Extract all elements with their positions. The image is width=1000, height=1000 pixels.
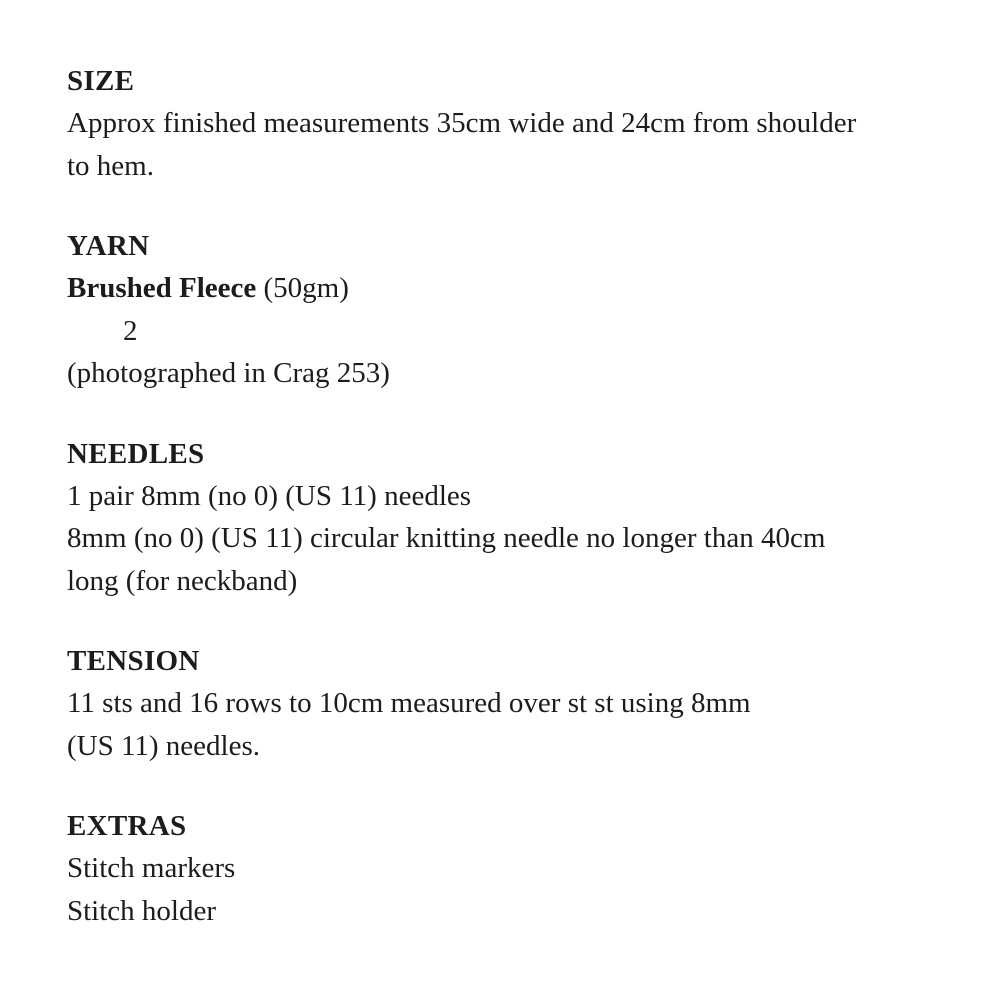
yarn-name-line [67,267,982,310]
size-heading: SIZE [67,65,135,97]
tension-heading: TENSION [67,645,200,677]
needles-section [67,433,982,603]
size-section [67,60,982,187]
needles-line: long (for neckband) [67,564,298,597]
extras-item: Stitch markers [67,852,236,884]
yarn-quantity: 2 [123,314,138,347]
pattern-info-page [67,60,982,970]
yarn-name: Brushed Fleece [67,272,257,304]
yarn-section [67,225,982,395]
yarn-weight: (50gm) [256,272,349,304]
needles-line: 8mm (no 0) (US 11) circular knitting needle no longer than 40cm [67,522,826,554]
needles-heading: NEEDLES [67,437,205,470]
size-line: to hem. [67,149,154,182]
extras-section [67,805,982,932]
extras-heading: EXTRAS [67,810,187,842]
tension-line: 11 sts and 16 rows to 10cm measured over st st using 8mm [67,687,751,719]
tension-line: (US 11) needles. [67,729,261,762]
size-line: Approx finished measurements 35cm wide and 24cm from shoulder [67,107,857,139]
yarn-photographed-note: (photographed in Crag 253) [67,357,390,389]
needles-line: 1 pair 8mm (no 0) (US 11) needles [67,479,472,512]
tension-section [67,640,982,767]
extras-item: Stitch holder [67,894,217,927]
yarn-heading: YARN [67,230,150,262]
